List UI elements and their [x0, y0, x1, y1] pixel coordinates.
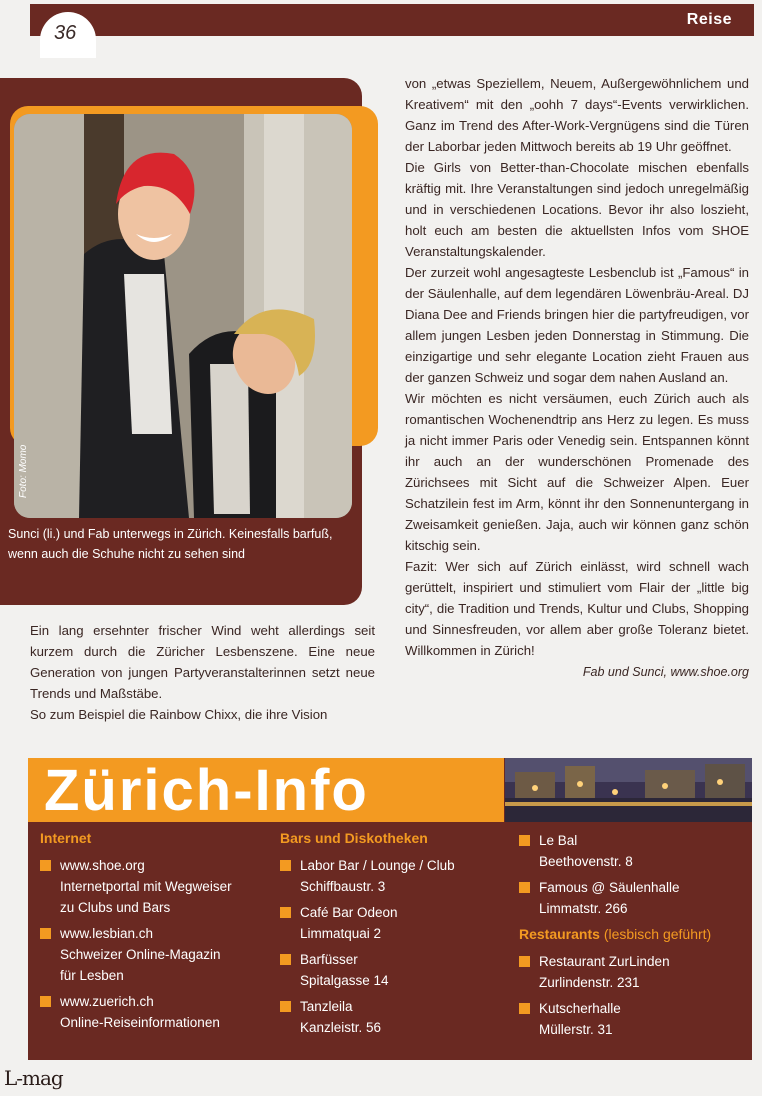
- square-bullet-icon: [40, 860, 51, 871]
- info-entry-line: Limmatquai 2: [300, 926, 382, 941]
- square-bullet-icon: [40, 996, 51, 1007]
- article-column-left: [30, 620, 375, 725]
- info-entry-line: Kanzleistr. 56: [300, 1020, 382, 1035]
- info-entry-title: www.lesbian.ch: [60, 926, 154, 941]
- info-entry: [40, 991, 265, 1033]
- info-entry: [519, 998, 744, 1040]
- info-entry: [40, 923, 265, 986]
- square-bullet-icon: [280, 954, 291, 965]
- info-entry-line: Online-Reiseinformationen: [60, 1015, 220, 1030]
- info-heading-bars: Bars und Diskotheken: [280, 830, 428, 846]
- city-night-illustration: [505, 758, 752, 822]
- info-entry: [519, 830, 744, 872]
- square-bullet-icon: [519, 956, 530, 967]
- article-paragraph: von „etwas Speziellem, Neuem, Außergewöhnlichem und Kreativem“ mit den „oohh 7 days“-Events verwirklichen. Ganz im Trend des After-Work-Vergnügens sind die Türen der Laborbar jeden Mittwoch bereits ab 19 Uhr geöffnet.: [405, 76, 749, 154]
- info-heading-restaurants-label: Restaurants: [519, 926, 600, 942]
- square-bullet-icon: [280, 1001, 291, 1012]
- info-entry: [280, 855, 500, 897]
- info-entry-line: zu Clubs und Bars: [60, 900, 171, 915]
- article-paragraph: Die Girls von Better-than-Chocolate mischen ebenfalls kräftig mit. Ihre Veranstaltungen sind jedoch unregelmäßig und in verschiedenen Locations. Bevor ihr also loszieht, holt euch am besten die aktuellsten Infos vom SHOE Veranstaltungskalender.: [405, 160, 749, 259]
- info-entry: [519, 951, 744, 993]
- info-entry-line: Spitalgasse 14: [300, 973, 389, 988]
- article-signature: Fab und Sunci, www.shoe.org: [582, 665, 749, 679]
- square-bullet-icon: [519, 835, 530, 846]
- photo-caption: Sunci (li.) und Fab unterwegs in Zürich. Keinesfalls barfuß, wenn auch die Schuhe nicht zu sehen sind: [8, 527, 333, 561]
- info-heading-restaurants-note: (lesbisch geführt): [603, 926, 712, 942]
- article-paragraph: Der zurzeit wohl angesagteste Lesbenclub ist „Famous“ in der Säulenhalle, auf dem legendären Löwenbräu-Areal. DJ Diana Dee and Friends bringen hier die partyfreudigen, vor allem jungen Lesben jeden Donnerstag in Stimmung. Die einzigartige und sehr elegante Location zieht Frauen aus der ganzen Schweiz und sogar dem nahen Ausland an.: [405, 265, 749, 385]
- square-bullet-icon: [280, 907, 291, 918]
- info-entry-title: Café Bar Odeon: [300, 905, 398, 920]
- info-entry-title: Barfüsser: [300, 952, 358, 967]
- info-clubs-restaurants-column: [519, 830, 744, 1045]
- info-entry-title: Tanzleila: [300, 999, 353, 1014]
- page-number: 36: [54, 22, 77, 44]
- article-paragraph: Wir möchten es nicht versäumen, euch Zürich auch als romantischen Wochenendtrip ans Herz zu legen. Es muss ja nicht immer Paris oder Venedig sein. Entspannen könnt ihr auch an der wunderschönen Promenade des Zürichsees mit Sicht auf die Schweizer Alpen. Euer Schatzilein fest im Arm, könnt ihr den Sonnenuntergang in Zweisamkeit genießen. Jaja, auch wir können ganz schön kitschig sein.: [405, 391, 749, 553]
- article-column-right: [405, 73, 749, 683]
- info-entry-title: Labor Bar / Lounge / Club: [300, 858, 455, 873]
- square-bullet-icon: [40, 928, 51, 939]
- info-entry-title: www.shoe.org: [60, 858, 145, 873]
- info-entry: [280, 949, 500, 991]
- info-entry-line: Schiffbaustr. 3: [300, 879, 386, 894]
- article-paragraph: Fazit: Wer sich auf Zürich einlässt, wird schnell wach gerüttelt, inspiriert und stimuliert vom Flair der „little big city“, die Tradition und Trends, Kultur und Clubs, Shopping und Sinnesfreuden, vor allem aber große Toleranz bietet. Willkommen in Zürich!: [405, 559, 749, 658]
- info-entry-line: Beethovenstr. 8: [539, 854, 633, 869]
- info-entry-line: Zurlindenstr. 231: [539, 975, 640, 990]
- info-entry-line: Müllerstr. 31: [539, 1022, 613, 1037]
- article-paragraph: Ein lang ersehnter frischer Wind weht allerdings seit kurzem durch die Züricher Lesbenszene. Eine neue Generation von jungen Partyveranstalterinnen setzt neue Trends und Maßstäbe.: [30, 623, 375, 701]
- info-entry-title: Restaurant ZurLinden: [539, 954, 670, 969]
- magazine-logo: L-mag: [4, 1066, 63, 1090]
- info-bars-column: [280, 828, 500, 1043]
- info-entry-line: Limmatstr. 266: [539, 901, 628, 916]
- info-title: Zürich-Info: [44, 758, 369, 823]
- info-entry: [280, 996, 500, 1038]
- section-header-bar: [30, 4, 754, 36]
- info-entry: [40, 855, 265, 918]
- square-bullet-icon: [519, 882, 530, 893]
- square-bullet-icon: [519, 1003, 530, 1014]
- info-entry-line: für Lesben: [60, 968, 124, 983]
- info-internet-column: [40, 828, 265, 1038]
- city-night-photo: [505, 758, 752, 822]
- portrait-illustration: [14, 114, 352, 518]
- info-entry-title: Le Bal: [539, 833, 578, 848]
- section-label: Reise: [686, 11, 732, 28]
- info-entry-line: Internetportal mit Wegweiser: [60, 879, 232, 894]
- info-entry-title: Famous @ Säulenhalle: [539, 880, 680, 895]
- info-entry-title: www.zuerich.ch: [60, 994, 154, 1009]
- info-heading-internet: Internet: [40, 830, 92, 846]
- info-entry: [280, 902, 500, 944]
- info-heading-restaurants: [519, 924, 744, 945]
- info-entry-line: Schweizer Online-Magazin: [60, 947, 221, 962]
- article-paragraph: So zum Beispiel die Rainbow Chixx, die ihre Vision: [30, 707, 328, 722]
- info-entry-title: Kutscherhalle: [539, 1001, 621, 1016]
- info-entry: [519, 877, 744, 919]
- photo-credit: Foto: Momo: [18, 444, 29, 498]
- portrait-photo: [14, 114, 352, 518]
- square-bullet-icon: [280, 860, 291, 871]
